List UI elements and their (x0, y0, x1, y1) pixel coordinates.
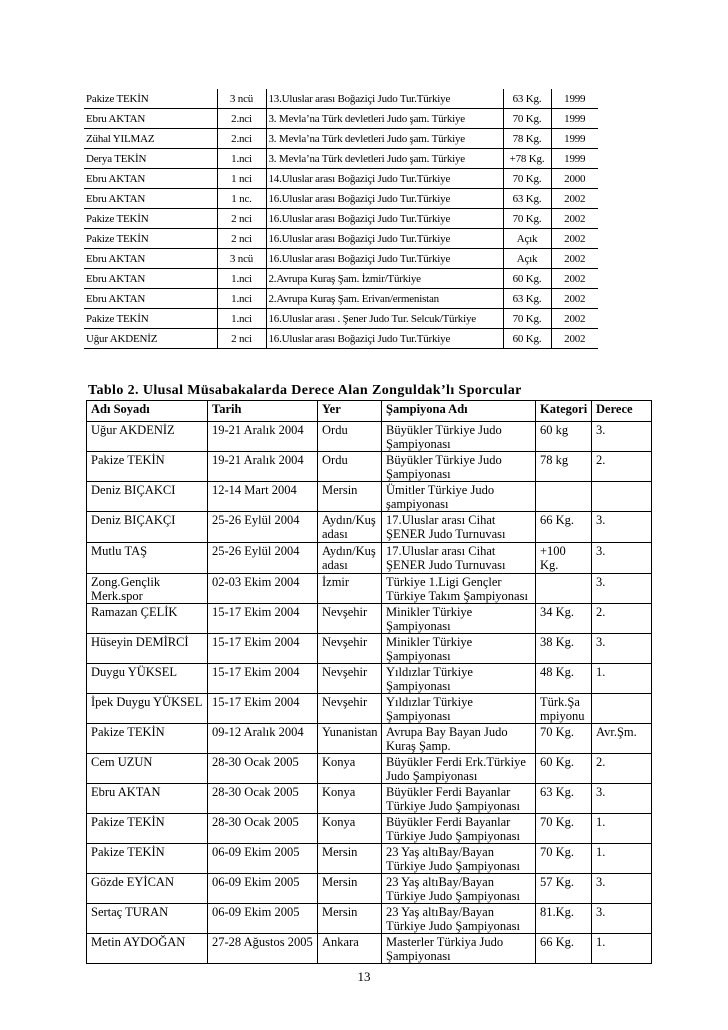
column-header-date: Tarih (208, 401, 318, 422)
category-cell: 48 Kg. (536, 664, 592, 694)
category-cell: 34 Kg. (536, 604, 592, 634)
date-cell: 09-12 Aralık 2004 (208, 724, 318, 754)
tournament-name-cell: 16.Uluslar arası . Şener Judo Tur. Selcuk/Türkiye (266, 309, 503, 329)
championship-name-cell: 17.Uluslar arası Cihat ŞENER Judo Turnuvası (382, 512, 536, 543)
table-row (84, 189, 598, 209)
championship-name-cell: Masterler Türkiya Judo Şampiyonası (382, 934, 536, 964)
year-cell: 2002 (551, 249, 598, 269)
year-cell: 2000 (551, 169, 598, 189)
table-header-row (87, 401, 652, 422)
placement-cell: 3 ncü (217, 89, 266, 109)
athlete-name-cell: Pakize TEKİN (84, 229, 217, 249)
date-cell: 15-17 Ekim 2004 (208, 604, 318, 634)
date-cell: 12-14 Mart 2004 (208, 482, 318, 512)
table-row (87, 814, 652, 844)
championship-name-cell: Yıldızlar Türkiye Şampiyonası (382, 694, 536, 724)
place-cell: Nevşehir (318, 604, 382, 634)
athlete-name-cell: Pakize TEKİN (84, 89, 217, 109)
rank-cell: 3. (592, 543, 652, 574)
rank-cell: 3. (592, 634, 652, 664)
results-table-national (86, 400, 652, 964)
tournament-name-cell: 16.Uluslar arası Boğaziçi Judo Tur.Türkiye (266, 329, 503, 349)
table-row (84, 109, 598, 129)
place-cell: Mersin (318, 874, 382, 904)
place-cell: Nevşehir (318, 634, 382, 664)
column-header-name: Adı Soyadı (87, 401, 208, 422)
year-cell: 2002 (551, 229, 598, 249)
results-table-international-body (84, 89, 598, 349)
weight-class-cell: Açık (503, 229, 551, 249)
place-cell: Mersin (318, 844, 382, 874)
place-cell: Ordu (318, 452, 382, 482)
placement-cell: 1 nc. (217, 189, 266, 209)
placement-cell: 1.nci (217, 269, 266, 289)
table-row (87, 422, 652, 452)
championship-name-cell: Büyükler Türkiye Judo Şampiyonası (382, 452, 536, 482)
table-row (87, 904, 652, 934)
athlete-name-cell: Ramazan ÇELİK (87, 604, 208, 634)
rank-cell: 3. (592, 874, 652, 904)
place-cell: Nevşehir (318, 664, 382, 694)
table-row (84, 129, 598, 149)
date-cell: 19-21 Aralık 2004 (208, 452, 318, 482)
results-table-national-body (87, 422, 652, 964)
championship-name-cell: 23 Yaş altıBay/Bayan Türkiye Judo Şampiyonası (382, 904, 536, 934)
tournament-name-cell: 16.Uluslar arası Boğaziçi Judo Tur.Türkiye (266, 229, 503, 249)
category-cell: 57 Kg. (536, 874, 592, 904)
placement-cell: 1.nci (217, 149, 266, 169)
rank-cell: 1. (592, 844, 652, 874)
place-cell: Aydın/Kuş adası (318, 543, 382, 574)
rank-cell: 2. (592, 452, 652, 482)
athlete-name-cell: Metin AYDOĞAN (87, 934, 208, 964)
place-cell: Yunanistan (318, 724, 382, 754)
year-cell: 2002 (551, 269, 598, 289)
place-cell: Konya (318, 754, 382, 784)
table-row (84, 89, 598, 109)
rank-cell: 3. (592, 784, 652, 814)
date-cell: 02-03 Ekim 2004 (208, 574, 318, 604)
weight-class-cell: Açık (503, 249, 551, 269)
table-row (87, 452, 652, 482)
tournament-name-cell: 16.Uluslar arası Boğaziçi Judo Tur.Türkiye (266, 209, 503, 229)
page-number: 13 (357, 969, 371, 984)
weight-class-cell: 60 Kg. (503, 329, 551, 349)
category-cell: 66 Kg. (536, 512, 592, 543)
athlete-name-cell: Ebru AKTAN (84, 189, 217, 209)
table-row (84, 169, 598, 189)
athlete-name-cell: Deniz BIÇAKCI (87, 482, 208, 512)
year-cell: 2002 (551, 209, 598, 229)
date-cell: 28-30 Ocak 2005 (208, 784, 318, 814)
placement-cell: 2.nci (217, 109, 266, 129)
athlete-name-cell: Ebru AKTAN (84, 169, 217, 189)
championship-name-cell: Minikler Türkiye Şampiyonası (382, 604, 536, 634)
category-cell: 70 Kg. (536, 814, 592, 844)
category-cell: +100 Kg. (536, 543, 592, 574)
tournament-name-cell: 16.Uluslar arası Boğaziçi Judo Tur.Türkiye (266, 249, 503, 269)
category-cell: 66 Kg. (536, 934, 592, 964)
category-cell: 60 kg (536, 422, 592, 452)
date-cell: 06-09 Ekim 2005 (208, 874, 318, 904)
athlete-name-cell: Ebru AKTAN (84, 109, 217, 129)
table-row (84, 289, 598, 309)
championship-name-cell: Büyükler Ferdi Bayanlar Türkiye Judo Şampiyonası (382, 814, 536, 844)
championship-name-cell: 17.Uluslar arası Cihat ŞENER Judo Turnuvası (382, 543, 536, 574)
table-row (87, 482, 652, 512)
date-cell: 06-09 Ekim 2005 (208, 904, 318, 934)
rank-cell: 3. (592, 512, 652, 543)
weight-class-cell: 60 Kg. (503, 269, 551, 289)
category-cell: 60 Kg. (536, 754, 592, 784)
table-row (87, 634, 652, 664)
year-cell: 2002 (551, 329, 598, 349)
placement-cell: 1.nci (217, 309, 266, 329)
rank-cell: 3. (592, 904, 652, 934)
rank-cell: 2. (592, 754, 652, 784)
athlete-name-cell: Pakize TEKİN (87, 724, 208, 754)
table-row (87, 512, 652, 543)
column-header-place: Yer (318, 401, 382, 422)
athlete-name-cell: Ebru AKTAN (84, 269, 217, 289)
athlete-name-cell: Pakize TEKİN (87, 844, 208, 874)
championship-name-cell: Minikler Türkiye Şampiyonası (382, 634, 536, 664)
rank-cell: 1. (592, 814, 652, 844)
table-row (84, 209, 598, 229)
weight-class-cell: 70 Kg. (503, 209, 551, 229)
year-cell: 1999 (551, 129, 598, 149)
weight-class-cell: 70 Kg. (503, 309, 551, 329)
date-cell: 27-28 Ağustos 2005 (208, 934, 318, 964)
weight-class-cell: 63 Kg. (503, 289, 551, 309)
rank-cell (592, 694, 652, 724)
category-cell: 78 kg (536, 452, 592, 482)
tournament-name-cell: 16.Uluslar arası Boğaziçi Judo Tur.Türkiye (266, 189, 503, 209)
date-cell: 25-26 Eylül 2004 (208, 543, 318, 574)
athlete-name-cell: Hüseyin DEMİRCİ (87, 634, 208, 664)
place-cell: Aydın/Kuş adası (318, 512, 382, 543)
rank-cell: 1. (592, 664, 652, 694)
athlete-name-cell: Ebru AKTAN (87, 784, 208, 814)
table-row (84, 229, 598, 249)
tournament-name-cell: 13.Uluslar arası Boğaziçi Judo Tur.Türkiye (266, 89, 503, 109)
table-row (87, 664, 652, 694)
place-cell: Konya (318, 814, 382, 844)
date-cell: 06-09 Ekim 2005 (208, 844, 318, 874)
category-cell: 38 Kg. (536, 634, 592, 664)
athlete-name-cell: Zong.Gençlik Merk.spor (87, 574, 208, 604)
rank-cell: 1. (592, 934, 652, 964)
table-row (84, 329, 598, 349)
championship-name-cell: Büyükler Ferdi Bayanlar Türkiye Judo Şampiyonası (382, 784, 536, 814)
athlete-name-cell: Gözde EYİCAN (87, 874, 208, 904)
year-cell: 1999 (551, 109, 598, 129)
date-cell: 15-17 Ekim 2004 (208, 634, 318, 664)
tournament-name-cell: 3. Mevla’na Türk devletleri Judo şam. Türkiye (266, 149, 503, 169)
date-cell: 25-26 Eylül 2004 (208, 512, 318, 543)
place-cell: Mersin (318, 482, 382, 512)
table-row (87, 724, 652, 754)
date-cell: 15-17 Ekim 2004 (208, 664, 318, 694)
place-cell: Nevşehir (318, 694, 382, 724)
tournament-name-cell: 2.Avrupa Kuraş Şam. İzmir/Türkiye (266, 269, 503, 289)
placement-cell: 2.nci (217, 129, 266, 149)
year-cell: 1999 (551, 89, 598, 109)
athlete-name-cell: Pakize TEKİN (84, 309, 217, 329)
weight-class-cell: 63 Kg. (503, 189, 551, 209)
athlete-name-cell: Uğur AKDENİZ (87, 422, 208, 452)
category-cell: 70 Kg. (536, 844, 592, 874)
rank-cell: Avr.Şm. (592, 724, 652, 754)
table-row (87, 754, 652, 784)
tournament-name-cell: 14.Uluslar arası Boğaziçi Judo Tur.Türkiye (266, 169, 503, 189)
placement-cell: 1 nci (217, 169, 266, 189)
athlete-name-cell: Mutlu TAŞ (87, 543, 208, 574)
championship-name-cell: Avrupa Bay Bayan Judo Kuraş Şamp. (382, 724, 536, 754)
weight-class-cell: 70 Kg. (503, 109, 551, 129)
placement-cell: 2 nci (217, 329, 266, 349)
championship-name-cell: Ümitler Türkiye Judo şampiyonası (382, 482, 536, 512)
table-row (87, 784, 652, 814)
place-cell: İzmir (318, 574, 382, 604)
column-header-championship: Şampiyona Adı (382, 401, 536, 422)
athlete-name-cell: Pakize TEKİN (87, 814, 208, 844)
athlete-name-cell: Derya TEKİN (84, 149, 217, 169)
year-cell: 2002 (551, 309, 598, 329)
table-row (87, 543, 652, 574)
category-cell (536, 482, 592, 512)
weight-class-cell: 63 Kg. (503, 89, 551, 109)
championship-name-cell: Türkiye 1.Ligi Gençler Türkiye Takım Şampiyonası (382, 574, 536, 604)
championship-name-cell: 23 Yaş altıBay/Bayan Türkiye Judo Şampiyonası (382, 844, 536, 874)
year-cell: 1999 (551, 149, 598, 169)
date-cell: 28-30 Ocak 2005 (208, 814, 318, 844)
athlete-name-cell: Ebru AKTAN (84, 249, 217, 269)
championship-name-cell: Büyükler Ferdi Erk.Türkiye Judo Şampiyonası (382, 754, 536, 784)
athlete-name-cell: Deniz BIÇAKÇI (87, 512, 208, 543)
table-row (87, 604, 652, 634)
year-cell: 2002 (551, 289, 598, 309)
placement-cell: 2 nci (217, 229, 266, 249)
category-cell: Türk.Şa mpiyonu (536, 694, 592, 724)
table-row (87, 694, 652, 724)
championship-name-cell: Yıldızlar Türkiye Şampiyonası (382, 664, 536, 694)
athlete-name-cell: Pakize TEKİN (84, 209, 217, 229)
tournament-name-cell: 2.Avrupa Kuraş Şam. Erivan/ermenistan (266, 289, 503, 309)
placement-cell: 2 nci (217, 209, 266, 229)
athlete-name-cell: Duygu YÜKSEL (87, 664, 208, 694)
athlete-name-cell: Ebru AKTAN (84, 289, 217, 309)
rank-cell (592, 482, 652, 512)
tournament-name-cell: 3. Mevla’na Türk devletleri Judo şam. Türkiye (266, 109, 503, 129)
athlete-name-cell: Uğur AKDENİZ (84, 329, 217, 349)
date-cell: 28-30 Ocak 2005 (208, 754, 318, 784)
tournament-name-cell: 3. Mevla’na Türk devletleri Judo şam. Türkiye (266, 129, 503, 149)
results-table-international (84, 89, 598, 349)
category-cell: 70 Kg. (536, 724, 592, 754)
table-row (87, 934, 652, 964)
athlete-name-cell: Cem UZUN (87, 754, 208, 784)
athlete-name-cell: Pakize TEKİN (87, 452, 208, 482)
place-cell: Konya (318, 784, 382, 814)
rank-cell: 2. (592, 604, 652, 634)
table-row (84, 149, 598, 169)
year-cell: 2002 (551, 189, 598, 209)
place-cell: Mersin (318, 904, 382, 934)
placement-cell: 1.nci (217, 289, 266, 309)
weight-class-cell: +78 Kg. (503, 149, 551, 169)
placement-cell: 3 ncü (217, 249, 266, 269)
weight-class-cell: 78 Kg. (503, 129, 551, 149)
column-header-rank: Derece (592, 401, 652, 422)
table-row (84, 309, 598, 329)
place-cell: Ankara (318, 934, 382, 964)
table-row (84, 269, 598, 289)
table-row (87, 844, 652, 874)
category-cell: 81.Kg. (536, 904, 592, 934)
athlete-name-cell: İpek Duygu YÜKSEL (87, 694, 208, 724)
championship-name-cell: Büyükler Türkiye Judo Şampiyonası (382, 422, 536, 452)
table-row (87, 874, 652, 904)
championship-name-cell: 23 Yaş altıBay/Bayan Türkiye Judo Şampiyonası (382, 874, 536, 904)
athlete-name-cell: Sertaç TURAN (87, 904, 208, 934)
rank-cell: 3. (592, 574, 652, 604)
date-cell: 19-21 Aralık 2004 (208, 422, 318, 452)
table-caption: Tablo 2. Ulusal Müsabakalarda Derece Alan Zonguldak’lı Sporcular (88, 383, 522, 398)
athlete-name-cell: Zühal YILMAZ (84, 129, 217, 149)
place-cell: Ordu (318, 422, 382, 452)
column-header-category: Kategori (536, 401, 592, 422)
category-cell: 63 Kg. (536, 784, 592, 814)
weight-class-cell: 70 Kg. (503, 169, 551, 189)
table-row (84, 249, 598, 269)
date-cell: 15-17 Ekim 2004 (208, 694, 318, 724)
rank-cell: 3. (592, 422, 652, 452)
table-row (87, 574, 652, 604)
category-cell (536, 574, 592, 604)
